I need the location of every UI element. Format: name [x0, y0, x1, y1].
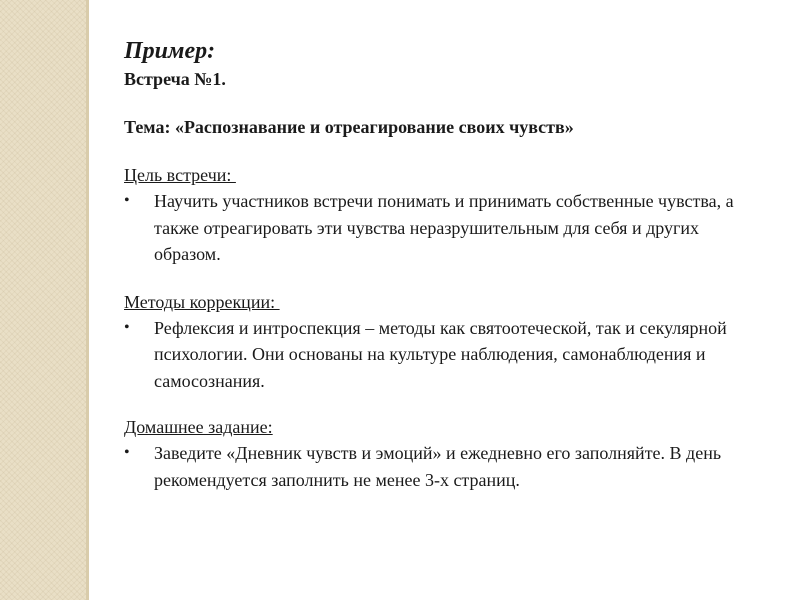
goal-text: Научить участников встречи понимать и принимать собственные чувства, а также отреагировать эти чувства неразрушительным для себя и других образом.	[154, 191, 734, 264]
example-title: Пример:	[124, 38, 216, 64]
goal-bullet-item	[124, 188, 764, 268]
methods-section	[124, 291, 764, 395]
goal-section	[124, 164, 764, 268]
decorative-side-strip	[0, 0, 86, 600]
homework-heading: Домашнее задание:	[124, 417, 273, 437]
methods-text: Рефлексия и интроспекция – методы как святоотеческой, так и секулярной психологии. Они основаны на культуре наблюдения, самонаблюдения и самосознания.	[154, 317, 727, 391]
topic-heading: Тема: «Распознавание и отреагирование своих чувств»	[124, 117, 574, 137]
bullet-icon: •	[124, 444, 130, 461]
homework-bullet-item	[124, 440, 764, 493]
side-strip-border	[86, 0, 89, 600]
meeting-number: Встреча №1.	[124, 69, 226, 89]
methods-bullet-item	[124, 315, 764, 395]
slide-content	[124, 36, 764, 493]
methods-heading: Методы коррекции:	[124, 291, 280, 312]
goal-heading: Цель встречи:	[124, 165, 236, 185]
homework-text: Заведите «Дневник чувств и эмоций» и ежедневно его заполняйте. В день рекомендуется заполнить не менее 3-х страниц.	[154, 443, 722, 490]
bullet-icon: •	[124, 192, 130, 209]
bullet-icon: •	[124, 318, 130, 336]
homework-section	[124, 416, 764, 493]
